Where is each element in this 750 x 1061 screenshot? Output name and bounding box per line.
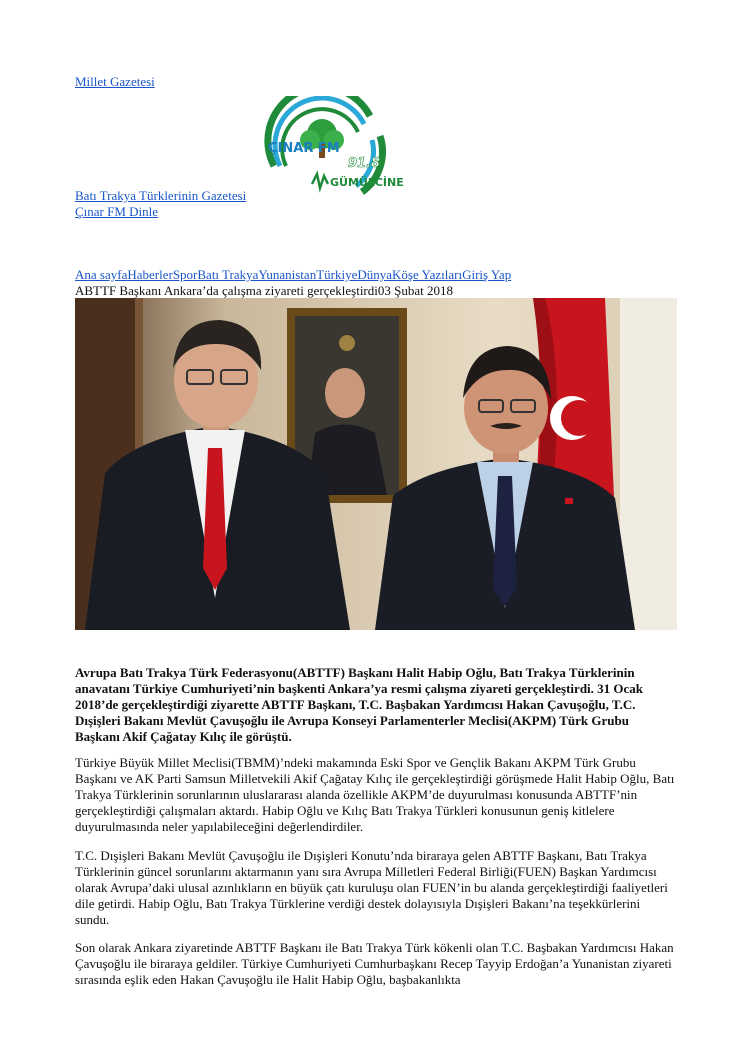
article-paragraph: T.C. Dışişleri Bakanı Mevlüt Çavuşoğlu ile Dışişleri Konutu’nda biraraya gelen ABTTF Başkanı, Batı Trakya Türklerinin güncel sorunlarını aktarmanın yanı sıra Avrupa Milletleri Federal Birliği(FUEN) Başkan Yardımcısı olarak Avrupa’daki ulusal azınlıkların en büyük çatı kuruluşu olan FUEN’in bu alanda gerçekleştirdiği faaliyetleri dile getirdi. Habip Oğlu, Batı Trakya Türklerine verdiği destek dolayısıyla Dışişleri Bakanı’na teşekkürlerini sundu. (75, 848, 668, 927)
article-headline (75, 283, 453, 299)
nav-item-sports[interactable]: Spor (172, 267, 198, 282)
logo-brand-text: ÇINAR FM (268, 141, 340, 156)
article-date: 03 Şubat 2018 (377, 283, 453, 298)
nav-item-turkey[interactable]: Türkiye (316, 267, 358, 282)
nav-item-login[interactable]: Giriş Yap (462, 267, 512, 282)
logo-frequency-text: 91.8 (348, 156, 381, 171)
subtitle-link[interactable]: Batı Trakya Türklerinin Gazetesi (75, 188, 247, 203)
nav-item-columns[interactable]: Köşe Yazıları (392, 267, 463, 282)
radio-listen-link[interactable]: Çınar FM Dinle (75, 204, 159, 219)
logo-city-text: GÜMÜLCİNE (330, 176, 404, 189)
article-photo (75, 298, 677, 630)
nav-item-world[interactable]: Dünya (357, 267, 393, 282)
article-paragraph: Türkiye Büyük Millet Meclisi(TBMM)’ndeki makamında Eski Spor ve Gençlik Bakanı AKPM Türk Grubu Başkanı ve AK Parti Samsun Milletvekili Akif Çağatay Kılıç ile gerçekleştirdiği görüşmede Halit Habip Oğlu, Batı Trakya Türklerinin sorunlarının uluslararası alanda özellikle AKPM’de duyurulması konusunda ABTTF’nin gerçekleştirdiği çalışmaları aktardı. Habip Oğlu ve Kılıç Batı Trakya Türkleri konusunun geniş kitlelere duyurulmasında neler yapılabileceğini değerlendirdiler. (75, 755, 675, 834)
nav-item-western-thrace[interactable]: Batı Trakya (197, 267, 259, 282)
article-title: ABTTF Başkanı Ankara’da çalışma ziyareti gerçekleştirdi (75, 283, 378, 298)
article-paragraph: Son olarak Ankara ziyaretinde ABTTF Başkanı ile Batı Trakya Türk kökenli olan T.C. Başbakan Yardımcısı Hakan Çavuşoğlu ile biraraya geldiler. Türkiye Cumhuriyeti Cumhurbaşkanı Recep Tayyip Erdoğan’a Yunanistan ziyareti sırasında eşlik eden Hakan Çavuşoğlu ile Halit Habip Oğlu, başbakanlıkta (75, 940, 674, 987)
nav-item-news[interactable]: Haberler (127, 267, 173, 282)
nav-item-greece[interactable]: Yunanistan (258, 267, 317, 282)
article-lead: Avrupa Batı Trakya Türk Federasyonu(ABTTF) Başkanı Halit Habip Oğlu, Batı Trakya Türklerinin anavatanı Türkiye Cumhuriyeti’nin başkenti Ankara’ya resmi çalışma ziyareti gerçekleştirdi. 31 Ocak 2018’de gerçekleştirdiği ziyarette ABTTF Başkanı, T.C. Başbakan Yardımcısı Hakan Çavuşoğlu, T.C. Dışişleri Bakanı Mevlüt Çavuşoğlu ile Avrupa Konseyi Parlamenterler Meclisi(AKPM) Türk Grubu Başkanı Akif Çağatay Kılıç ile görüştü. (75, 665, 644, 744)
main-nav (75, 267, 511, 283)
site-link[interactable]: Millet Gazetesi (75, 74, 155, 89)
cinar-fm-logo[interactable] (262, 96, 412, 196)
nav-item-home[interactable]: Ana sayfa (75, 267, 128, 282)
